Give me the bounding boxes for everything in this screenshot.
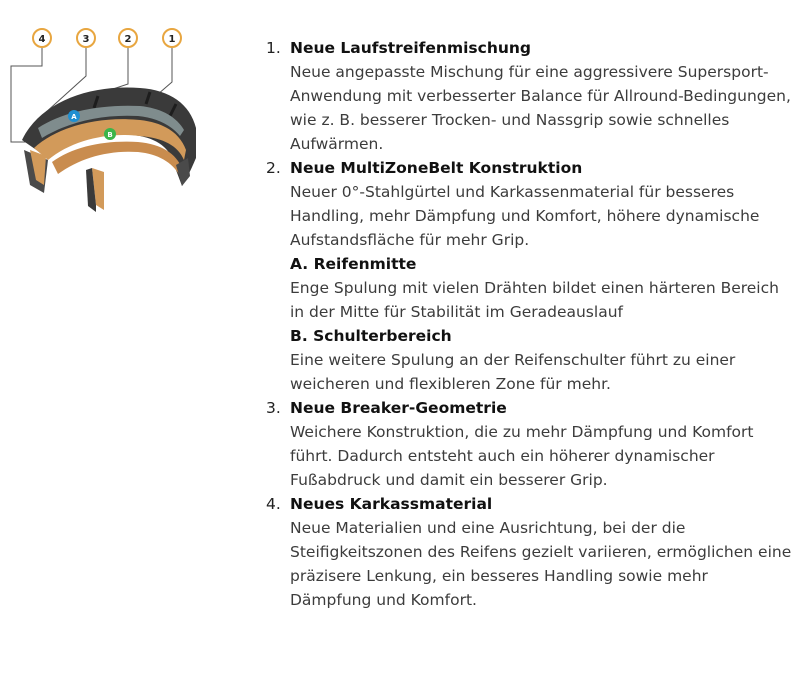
feature-description: Neue angepasste Mischung für eine aggressivere Supersport-Anwendung mit verbesserter Balance für Allround-Bedingungen, wie z. B. besserer Trocken- und Nassgrip sowie schnelles Aufwärmen. <box>290 63 791 153</box>
tire-section <box>22 87 196 212</box>
feature-number: 3. <box>266 399 281 417</box>
feature-title: Neue MultiZoneBelt Konstruktion <box>290 159 583 177</box>
tire-cross-section-illustration <box>0 0 250 230</box>
callout-2 <box>119 29 137 47</box>
feature-item-3 <box>266 396 794 492</box>
callout-4 <box>33 29 51 47</box>
feature-number: 1. <box>266 39 281 57</box>
feature-item-1 <box>266 36 794 156</box>
subzone-title: B. Schulterbereich <box>290 327 452 345</box>
zone-b-marker <box>104 128 116 140</box>
zone-b-label: B <box>107 131 113 139</box>
callout-4-label: 4 <box>38 34 46 45</box>
zone-a-marker <box>68 110 80 122</box>
feature-description: Neuer 0°-Stahlgürtel und Karkassenmaterial für besseres Handling, mehr Dämpfung und Komfort, höhere dynamische Aufstandsfläche für mehr Grip. <box>290 183 760 249</box>
feature-description: Weichere Konstruktion, die zu mehr Dämpfung und Komfort führt. Dadurch entsteht auch ein höherer dynamischer Fußabdruck und damit ein besserer Grip. <box>290 423 754 489</box>
subzone-description: Eine weitere Spulung an der Reifenschulter führt zu einer weicheren und flexibleren Zone für mehr. <box>290 351 736 393</box>
subzone-b <box>290 324 794 396</box>
subzone-description: Enge Spulung mit vielen Drähten bildet einen härteren Bereich in der Mitte für Stabilität im Geradeauslauf <box>290 279 779 321</box>
feature-number: 4. <box>266 495 281 513</box>
feature-title: Neue Breaker-Geometrie <box>290 399 507 417</box>
feature-number: 2. <box>266 159 281 177</box>
callout-3 <box>77 29 95 47</box>
callout-2-label: 2 <box>124 34 132 45</box>
callout-1 <box>163 29 181 47</box>
feature-list <box>266 36 794 612</box>
feature-title: Neues Karkassmaterial <box>290 495 493 513</box>
subzone-title: A. Reifenmitte <box>290 255 417 273</box>
callout-1-label: 1 <box>168 34 176 45</box>
feature-description: Neue Materialien und eine Ausrichtung, bei der die Steifigkeitszonen des Reifens gezielt variieren, ermöglichen eine präzisere Lenkung, ein besseres Handling sowie mehr Dämpfung und Komfort. <box>290 519 792 609</box>
callout-3-label: 3 <box>82 34 90 45</box>
zone-a-label: A <box>71 113 77 121</box>
feature-item-4 <box>266 492 794 612</box>
feature-title: Neue Laufstreifenmischung <box>290 39 532 57</box>
subzone-a <box>290 252 794 324</box>
feature-item-2 <box>266 156 794 396</box>
